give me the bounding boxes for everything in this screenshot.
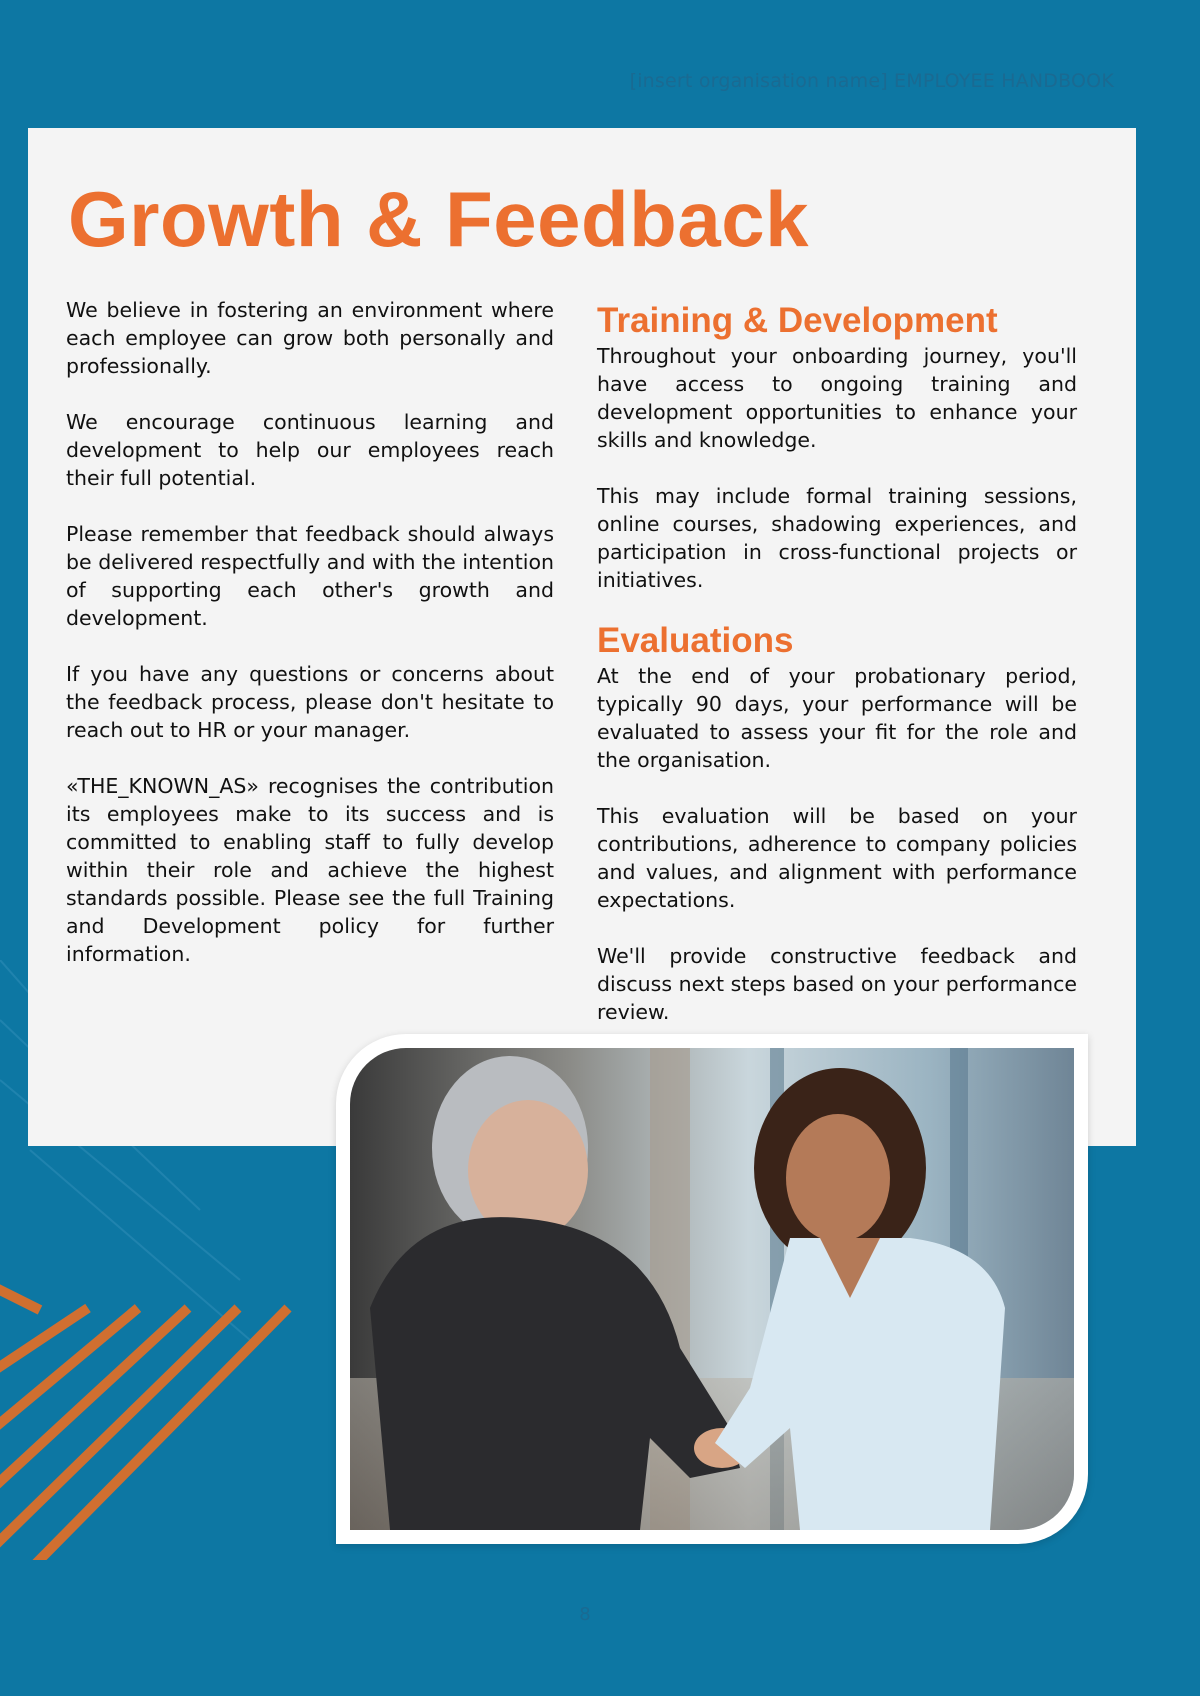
right-column (597, 302, 1077, 1054)
evaluations-paragraph-1: At the end of your probationary period, typically 90 days, your performance will be evaluated to assess your fit for the role and the organisation. (597, 664, 1077, 772)
training-paragraph-1: Throughout your onboarding journey, you'll have access to ongoing training and development opportunities to enhance your skills and knowledge. (597, 344, 1077, 452)
evaluations-heading: Evaluations (597, 621, 794, 660)
training-heading: Training & Development (597, 301, 998, 340)
evaluations-paragraph-3: We'll provide constructive feedback and discuss next steps based on your performance review. (597, 944, 1077, 1024)
evaluations-paragraph-2: This evaluation will be based on your contributions, adherence to company policies and values, and alignment with performance expectations. (597, 804, 1077, 912)
feedback-paragraph: Please remember that feedback should always be delivered respectfully and with the intention of supporting each other's growth and development. (66, 522, 554, 630)
handshake-photo (350, 1048, 1074, 1530)
page-title: Growth & Feedback (68, 175, 809, 263)
policy-paragraph: «THE_KNOWN_AS» recognises the contribution its employees make to its success and is committed to enabling staff to fully develop within their role and achieve the highest standards possible. Please see the full Training and Development policy for further information. (66, 774, 554, 966)
handbook-header: [insert organisation name] EMPLOYEE HANDBOOK (629, 70, 1114, 92)
intro-paragraph: We believe in fostering an environment where each employee can grow both personally and professionally. (66, 298, 554, 378)
left-column (66, 296, 554, 996)
page-number: 8 (579, 1604, 591, 1625)
training-paragraph-2: This may include formal training sessions, online courses, shadowing experiences, and participation in cross-functional projects or initiatives. (597, 484, 1077, 592)
photo-frame (336, 1034, 1088, 1544)
learning-paragraph: We encourage continuous learning and development to help our employees reach their full potential. (66, 410, 554, 490)
questions-paragraph: If you have any questions or concerns about the feedback process, please don't hesitate to reach out to HR or your manager. (66, 662, 554, 742)
